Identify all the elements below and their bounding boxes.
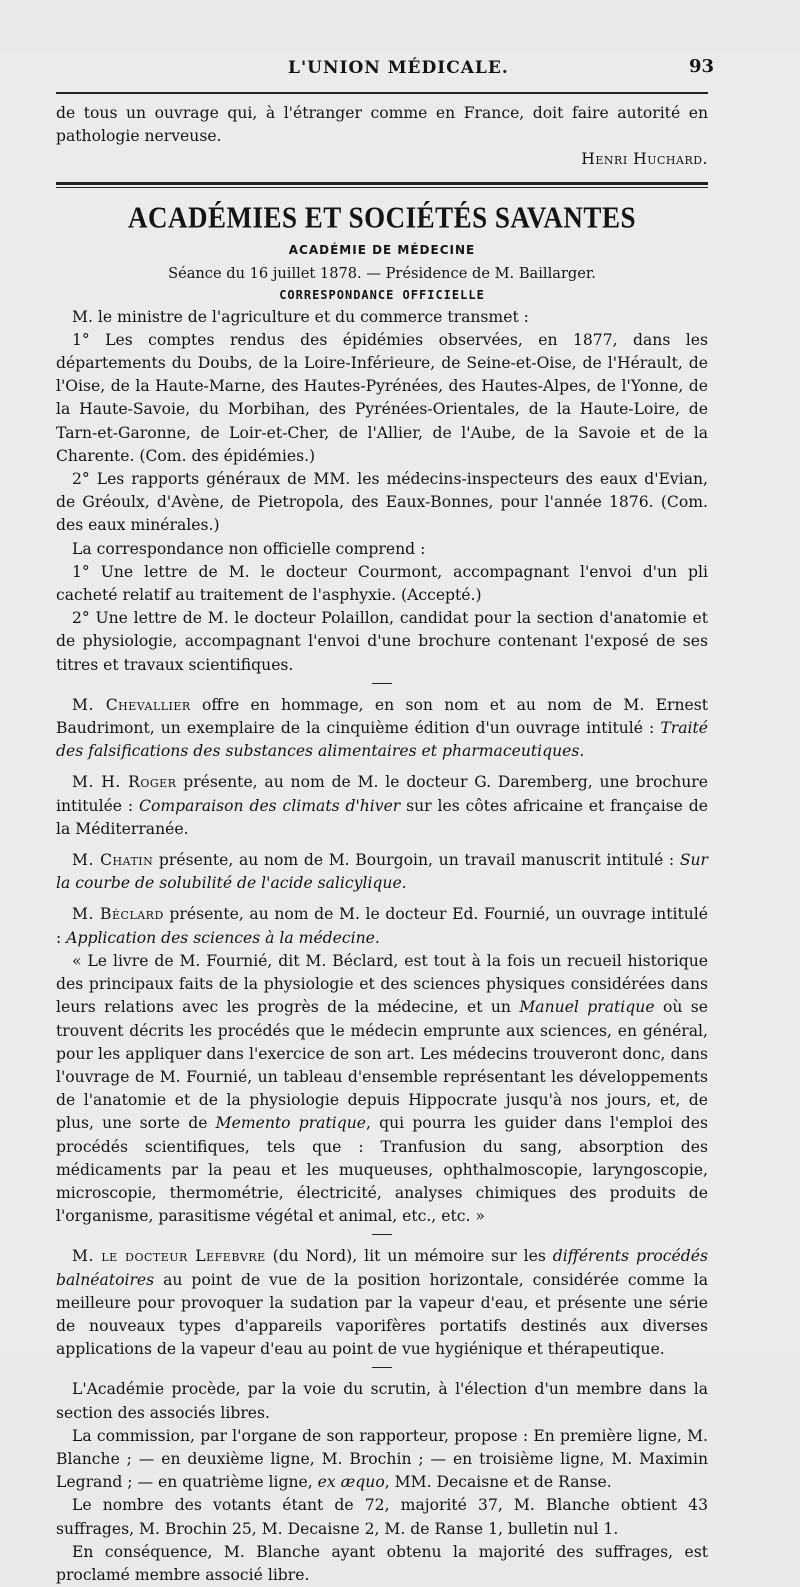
session-line: Séance du 16 juillet 1878. — Présidence de M. Baillarger. [168, 264, 596, 282]
section-title: ACADÉMIES ET SOCIÉTÉS SAVANTES [128, 199, 636, 234]
paragraph-nonofficial: La correspondance non officielle comprend : [72, 539, 426, 558]
paragraph-roger [56, 771, 708, 841]
correspondence-title: CORRESPONDANCE OFFICIELLE [279, 287, 485, 302]
paragraph-italic: différents procédés balnéatoires [56, 1247, 708, 1289]
paragraph-text: présente, au nom de M. le docteur G. Daremberg, une brochure intitulée : [56, 773, 708, 815]
quote-text: où se trouvent décrits les procédés que le médecin emprunte aux sciences, en général, pour les appliquer dans l'exercice de son art. Les médecins trouveront donc, dans l'ouvrage de M. Fournié, un tableau d'ensemble représentant les développements de l'anatomie et de la physiologie depuis Hippocrate jusqu'à nos jours, et, de plus, une sorte de [56, 998, 708, 1133]
quote-italic: Manuel pratique [519, 998, 655, 1017]
paragraph-text: présente, au nom de M. le docteur Ed. Fournié, un ouvrage intitulé : [56, 905, 708, 947]
separator [372, 683, 392, 684]
paragraph-chatin [56, 849, 708, 895]
paragraph-minister: M. le ministre de l'agriculture et du commerce transmet : [72, 307, 529, 326]
book-title: Traité des falsifications des substances alimentaires et pharmaceutiques. [56, 719, 708, 761]
paragraph-lefebvre [56, 1245, 708, 1361]
quote-text: , qui pourra les guider dans l'emploi des procédés scientifiques, tels que : Tranfusion du sang, absorption des médicaments par la peau et les muqueuses, ophthalmoscopie, laryngoscopie, microscopie, thermométrie, électricité, analyses chimiques des produits de l'organisme, parasitisme végétal et animal, etc., etc. » [56, 1114, 708, 1226]
paragraph-mineral-waters: 2° Les rapports généraux de MM. les médecins-inspecteurs des eaux d'Evian, de Gréoulx, d'Avène, de Pietropola, des Eaux-Bonnes, pour l'année 1876. (Com. des eaux minérales.) [56, 470, 708, 535]
paragraph-chevallier [56, 694, 708, 764]
page-number: 93 [688, 56, 714, 77]
speaker-name: M. Chatin [72, 851, 154, 870]
paragraph-text: au point de vue de la position horizontale, considérée comme la meilleure pour provoquer la sudation par la vapeur d'eau, et présente une série de nouveaux types d'appareils vaporifères portatifs destinés aux diverses applications de la vapeur d'eau au point de vue hygiénique et thérapeutique. [56, 1270, 708, 1359]
paragraph-votes: Le nombre des votants étant de 72, majorité 37, M. Blanche obtient 43 suffrages, M. Brochin 25, M. Decaisne 2, M. de Ranse 1, bulletin nul 1. [56, 1496, 708, 1538]
paragraph-beclard [56, 903, 708, 949]
academy-title: ACADÉMIE DE MÉDECINE [288, 242, 476, 257]
paragraph-election: L'Académie procède, par la voie du scrutin, à l'élection d'un membre dans la section des associés libres. [56, 1380, 708, 1422]
paragraph-text: présente, au nom de M. Bourgoin, un travail manuscrit intitulé : [153, 851, 680, 870]
paragraph-text: La commission, par l'organe de son rapporteur, propose : En première ligne, M. Blanche ; — en deuxième ligne, M. Brochin ; — en troisième ligne, M. Maximin Legrand ; — en quatrième ligne, [56, 1426, 708, 1492]
paragraph-italic: ex æquo [317, 1473, 385, 1492]
separator [372, 1367, 392, 1368]
journal-page [0, 52, 800, 1584]
paragraph-text: , MM. Decaisne et de Ranse. [384, 1473, 612, 1492]
separator [372, 1234, 392, 1235]
paragraph-text: sur les côtes africaine et française de la Méditerranée. [56, 796, 708, 838]
speaker-name: M. le docteur Lefebvre [72, 1247, 266, 1266]
author-signature: Henri Huchard. [581, 150, 708, 169]
paragraph-commission [56, 1425, 708, 1495]
book-title: Application des sciences à la médecine. [66, 928, 380, 947]
book-title: Comparaison des climats d'hiver [139, 796, 401, 815]
paragraph-courmont: 1° Une lettre de M. le docteur Courmont, accompagnant l'envoi d'un pli cacheté relatif au traitement de l'asphyxie. (Accepté.) [56, 562, 708, 605]
paragraph-epidemics: 1° Les comptes rendus des épidémies observées, en 1877, dans les départements du Doubs, de la Loire-Inférieure, de Seine-et-Oise, de l'Hérault, de l'Oise, de la Haute-Marne, des Hautes-Pyrénées, des Hautes-Alpes, de l'Yonne, de la Haute-Savoie, du Morbihan, des Pyrénées-Orientales, de la Haute-Loire, de Tarn-et-Garonne, de Loir-et-Cher, de l'Allier, de l'Aube, de la Savoie et de la Charente. (Com. des épidémies.) [56, 330, 708, 465]
work-title: Sur la courbe de solubilité de l'acide salicylique. [56, 851, 708, 893]
paragraph-polaillon: 2° Une lettre de M. le docteur Polaillon, candidat pour la section d'anatomie et de physiologie, accompagnant l'envoi d'une brochure contenant l'exposé de ses titres et travaux scientifiques. [56, 609, 708, 674]
speaker-name: M. Béclard [72, 905, 164, 924]
speaker-name: M. H. Roger [72, 773, 177, 792]
quote-text: « Le livre de M. Fournié, dit M. Béclard, est tout à la fois un recueil historique des principaux faits de la physiologie et des sciences physiques considérées dans leurs relations avec les progrès de la médecine, et un [56, 951, 708, 1017]
running-header [56, 52, 714, 94]
carryover-paragraph: de tous un ouvrage qui, à l'étranger comme en France, doit faire autorité en pathologie nerveuse. [56, 104, 708, 146]
paragraph-text: offre en hommage, en son nom et au nom de M. Ernest Baudrimont, un exemplaire de la cinquième édition d'un ouvrage intitulé : [56, 695, 709, 738]
paragraph-beclard-quote [56, 950, 708, 1228]
paragraph-proclamation: En conséquence, M. Blanche ayant obtenu la majorité des suffrages, est proclamé membre associé libre. [56, 1542, 708, 1584]
running-title: L'UNION MÉDICALE. [288, 58, 509, 78]
paragraph-text: (du Nord), lit un mémoire sur les [265, 1247, 553, 1266]
speaker-name: M. Chevallier [72, 695, 191, 714]
section-divider [56, 182, 708, 188]
quote-italic: Memento pratique [215, 1114, 366, 1133]
